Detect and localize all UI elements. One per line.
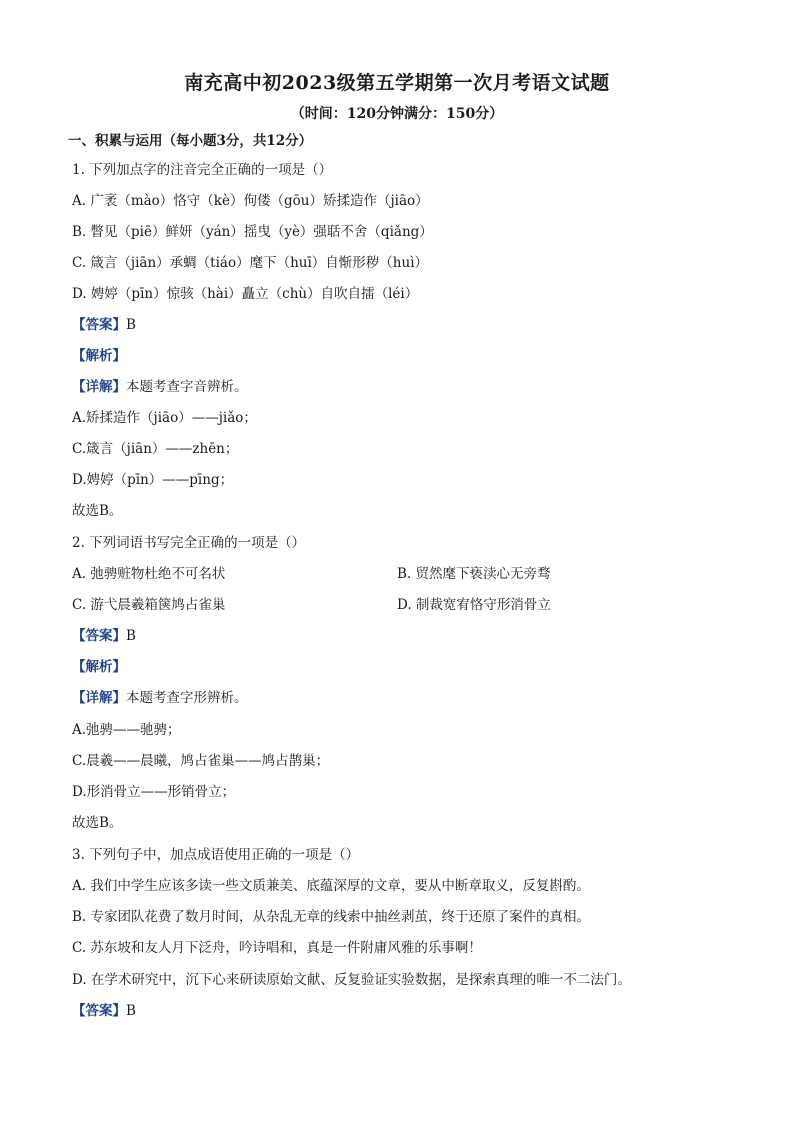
question-1-option-c: C. 箴言（jiān）承蜩（tiáo）麾下（huī）自惭形秽（huì）	[72, 255, 429, 271]
question-3-option-c: C. 苏东坡和友人月下泛舟，吟诗唱和，真是一件附庸风雅的乐事啊！	[72, 940, 482, 956]
detail-label: 【详解】	[72, 690, 126, 706]
question-3-option-a: A. 我们中学生应该多读一些文质兼美、底蕴深厚的文章，要从中断章取义，反复斟酌。	[72, 878, 590, 894]
question-2-detail	[72, 689, 248, 707]
question-2-answer	[72, 627, 136, 645]
answer-value: B	[126, 1003, 136, 1019]
question-2-option-c: C. 游弋晨羲箱箧鸠占雀巢	[72, 597, 226, 613]
detail-label: 【详解】	[72, 379, 126, 395]
question-1-explain-c: C.箴言（jiān）——zhēn；	[72, 441, 239, 457]
question-2-stem: 2. 下列词语书写完全正确的一项是（）	[72, 535, 306, 551]
answer-label: 【答案】	[72, 317, 126, 333]
detail-text: 本题考查字音辨析。	[126, 379, 248, 395]
question-1-answer	[72, 316, 136, 334]
question-2-analysis	[72, 658, 126, 676]
analysis-label: 【解析】	[72, 348, 126, 364]
answer-label: 【答案】	[72, 1003, 126, 1019]
question-2-conclusion: 故选B。	[72, 815, 123, 831]
question-2-explain-a: A.弛骋——驰骋；	[72, 722, 181, 738]
question-1-detail	[72, 378, 248, 396]
detail-text: 本题考查字形辨析。	[126, 690, 248, 706]
question-1-analysis	[72, 347, 126, 365]
question-3-answer	[72, 1002, 136, 1020]
answer-value: B	[126, 628, 136, 644]
question-3-stem: 3. 下列句子中，加点成语使用正确的一项是（）	[72, 847, 360, 863]
question-3-option-b: B. 专家团队花费了数月时间，从杂乱无章的线索中抽丝剥茧，终于还原了案件的真相。	[72, 909, 591, 925]
question-3-option-d: D. 在学术研究中，沉下心来研读原始文献、反复验证实验数据，是探索真理的唯一不二法门。	[72, 972, 631, 988]
question-1-explain-d: D.娉婷（pīn）——pīng；	[72, 472, 234, 488]
answer-label: 【答案】	[72, 628, 126, 644]
question-1-option-d: D. 娉婷（pīn）惊骇（hài）矗立（chù）自吹自擂（léi）	[72, 286, 419, 302]
question-2-option-d: D. 制裁宽宥恪守形消骨立	[397, 597, 551, 613]
section-heading: 一、积累与运用（每小题3分，共12分）	[68, 133, 313, 149]
answer-value: B	[126, 317, 136, 333]
question-1-option-a: A. 广袤（mào）恪守（kè）佝偻（gōu）矫揉造作（jiāo）	[72, 193, 429, 209]
question-2-option-b: B. 贸然麾下亵渎心无旁骛	[397, 566, 551, 582]
question-1-option-b: B. 瞥见（piē）鲜妍（yán）摇曳（yè）强聒不舍（qiǎng）	[72, 224, 433, 240]
exam-time-score: （时间：120分钟满分：150分）	[290, 106, 504, 122]
analysis-label: 【解析】	[72, 659, 126, 675]
question-2-explain-c: C.晨羲——晨曦，鸠占雀巢——鸠占鹊巢；	[72, 753, 330, 769]
question-2-explain-d: D.形消骨立——形销骨立；	[72, 784, 236, 800]
question-1-stem: 1. 下列加点字的注音完全正确的一项是（）	[72, 162, 333, 178]
question-1-conclusion: 故选B。	[72, 503, 123, 519]
page-title: 南充高中初2023级第五学期第一次月考语文试题	[184, 72, 610, 94]
question-1-explain-a: A.矫揉造作（jiāo）——jiǎo；	[72, 410, 257, 426]
question-2-option-a: A. 弛骋赃物杜绝不可名状	[72, 566, 226, 582]
